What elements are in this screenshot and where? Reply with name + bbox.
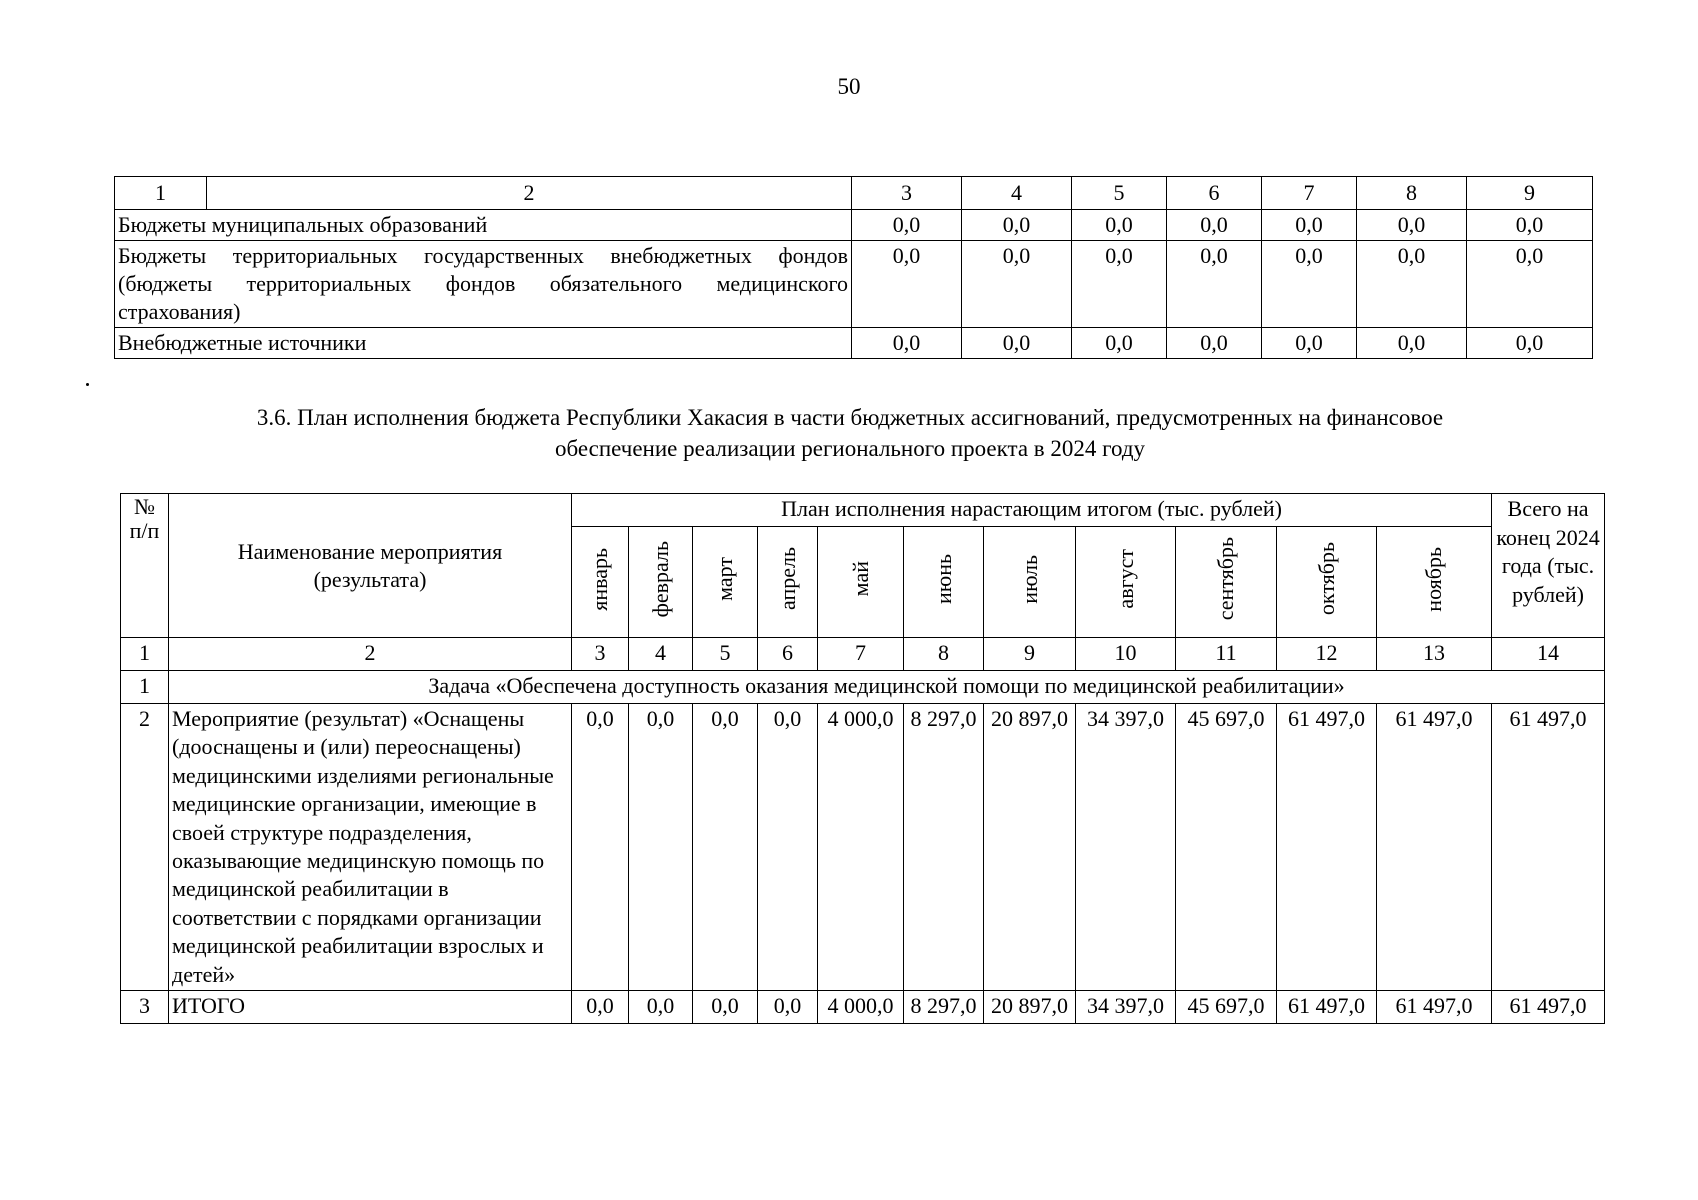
header-row [121,494,1605,527]
column-number: 5 [1072,177,1167,210]
total-row [121,991,1605,1024]
column-number: 8 [904,638,984,671]
budget-plan-table [120,493,1605,1024]
column-number: 13 [1377,638,1492,671]
month-header [1377,527,1492,638]
column-number: 3 [572,638,629,671]
page-number: 50 [837,74,861,99]
value-cell: 0,0 [758,704,818,991]
column-number: 2 [207,177,852,210]
source-name: Бюджеты муниципальных образований [115,210,852,241]
column-number: 8 [1357,177,1467,210]
column-number: 10 [1076,638,1176,671]
value-cell: 8 297,0 [904,704,984,991]
column-number: 5 [693,638,758,671]
column-number: 7 [818,638,904,671]
month-label: февраль [647,540,673,618]
activity-name: Мероприятие (результат) «Оснащены (дооснащены и (или) переоснащены) медицинскими изделиями региональные медицинские организации, имеющие в своей структуре подразделения, оказывающие медицинскую помощь по медицинской реабилитации в соответствии с порядками организации медицинской реабилитации взрослых и детей» [169,704,572,991]
activity-name: ИТОГО [169,991,572,1024]
value-cell: 0,0 [1167,241,1262,328]
value-cell: 0,0 [1167,210,1262,241]
column-number: 7 [1262,177,1357,210]
section-title-line: обеспечение реализации регионального проекта в 2024 году [554,436,1146,461]
row-number-header: № п/п [121,494,169,638]
month-label: март [712,557,737,601]
value-cell: 34 397,0 [1076,991,1176,1024]
value-cell: 0,0 [758,991,818,1024]
task-row [121,671,1605,704]
value-cell: 0,0 [1072,210,1167,241]
row-number: 3 [121,991,169,1024]
stray-dot [86,383,89,386]
value-cell: 20 897,0 [984,991,1076,1024]
column-number-row [121,638,1605,671]
source-name: Внебюджетные источники [115,328,852,359]
value-cell: 4 000,0 [818,704,904,991]
value-cell: 0,0 [1262,328,1357,359]
month-header [984,527,1076,638]
row-number: 1 [121,671,169,704]
table-row [121,704,1605,991]
month-label: июнь [930,553,956,604]
column-number: 6 [1167,177,1262,210]
month-label: сентябрь [1213,537,1238,621]
month-header [818,527,904,638]
value-cell: 0,0 [1262,210,1357,241]
value-cell: 4 000,0 [818,991,904,1024]
value-cell: 0,0 [1357,328,1467,359]
month-header [693,527,758,638]
value-cell: 0,0 [852,241,962,328]
month-label: май [847,561,873,597]
value-cell: 0,0 [962,210,1072,241]
month-header [1277,527,1377,638]
column-number: 4 [962,177,1072,210]
value-cell: 61 497,0 [1377,704,1492,991]
column-number: 14 [1492,638,1605,671]
value-cell: 8 297,0 [904,991,984,1024]
value-cell: 45 697,0 [1176,704,1277,991]
value-cell: 0,0 [962,241,1072,328]
month-label: октябрь [1313,542,1339,616]
row-number: 2 [121,704,169,991]
value-cell: 0,0 [1072,241,1167,328]
value-cell: 0,0 [693,704,758,991]
value-cell: 61 497,0 [1277,991,1377,1024]
value-cell: 0,0 [1357,210,1467,241]
value-cell: 34 397,0 [1076,704,1176,991]
value-cell: 0,0 [1262,241,1357,328]
plan-header: План исполнения нарастающим итогом (тыс. рублей) [572,494,1492,527]
value-cell: 0,0 [852,210,962,241]
column-number: 9 [984,638,1076,671]
value-cell: 0,0 [629,704,693,991]
month-label: июль [1016,554,1042,604]
value-cell: 0,0 [693,991,758,1024]
value-cell: 61 497,0 [1377,991,1492,1024]
value-cell: 0,0 [572,704,629,991]
column-number: 4 [629,638,693,671]
month-header [1176,527,1277,638]
column-number: 3 [852,177,962,210]
name-header: Наименование мероприятия (результата) [169,494,572,638]
value-cell: 0,0 [1467,328,1593,359]
value-cell: 0,0 [1357,241,1467,328]
table-row [115,210,1593,241]
task-text: Задача «Обеспечена доступность оказания медицинской помощи по медицинской реабилитации» [169,671,1605,704]
value-cell: 0,0 [1467,241,1593,328]
month-label: ноябрь [1421,546,1447,612]
value-cell: 0,0 [1167,328,1262,359]
funding-sources-table [114,176,1593,359]
table-row [115,328,1593,359]
value-cell: 0,0 [852,328,962,359]
column-number: 1 [121,638,169,671]
value-cell: 61 497,0 [1277,704,1377,991]
value-cell: 0,0 [962,328,1072,359]
month-label: август [1112,549,1138,609]
value-cell: 61 497,0 [1492,991,1605,1024]
column-number: 9 [1467,177,1593,210]
value-cell: 45 697,0 [1176,991,1277,1024]
month-label: январь [587,547,612,611]
value-cell: 20 897,0 [984,704,1076,991]
month-header [758,527,818,638]
source-name: Бюджеты территориальных государственных внебюджетных фондов (бюджеты территориальных фондов обязательного медицинского страхования) [115,241,852,328]
value-cell: 0,0 [629,991,693,1024]
month-header [1076,527,1176,638]
value-cell: 0,0 [1467,210,1593,241]
column-number: 2 [169,638,572,671]
month-header [904,527,984,638]
section-title-line: 3.6. План исполнения бюджета Республики Хакасия в части бюджетных ассигнований, предусмотренных на финансовое [256,405,1444,430]
section-title [150,402,1550,464]
column-number-row [115,177,1593,210]
total-header: Всего на конец 2024 года (тыс. рублей) [1492,494,1605,638]
value-cell: 0,0 [572,991,629,1024]
month-label: апрель [774,547,800,611]
value-cell: 61 497,0 [1492,704,1605,991]
column-number: 1 [115,177,207,210]
table-row [115,241,1593,328]
column-number: 6 [758,638,818,671]
month-header [629,527,693,638]
column-number: 11 [1176,638,1277,671]
month-header [572,527,629,638]
value-cell: 0,0 [1072,328,1167,359]
column-number: 12 [1277,638,1377,671]
